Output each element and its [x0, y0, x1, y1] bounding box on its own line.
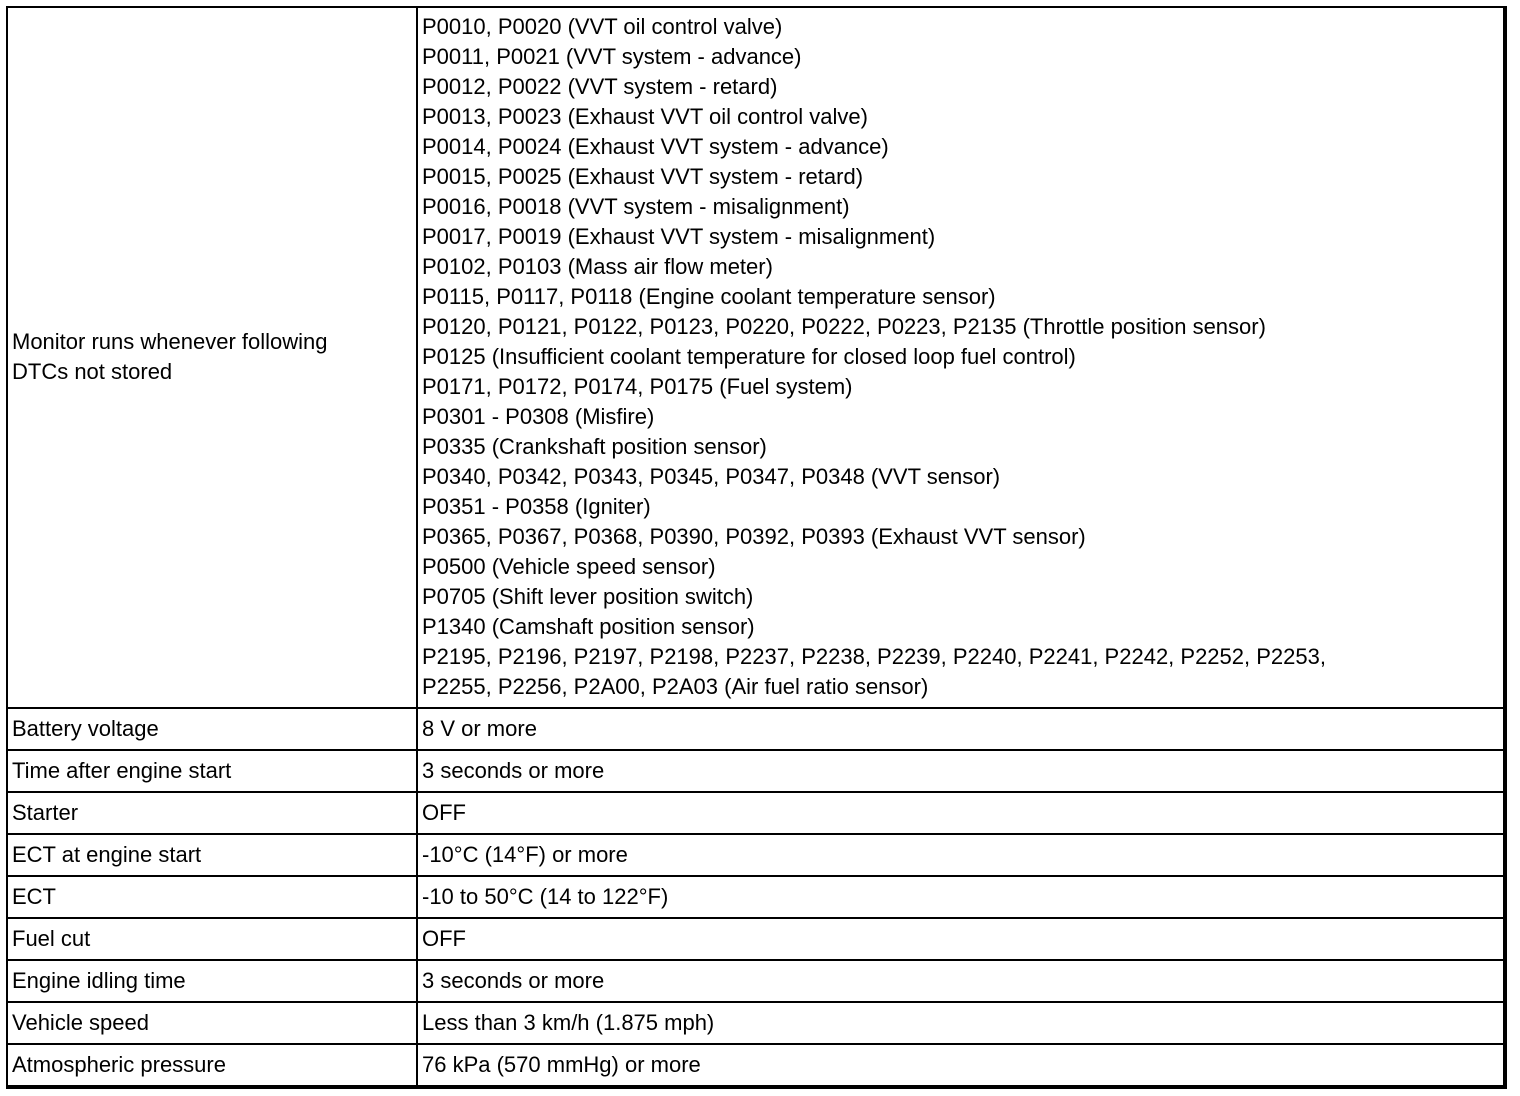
- conditions-table-frame: [6, 6, 1507, 1089]
- table-row: [8, 1044, 1503, 1085]
- condition-label: ECT at engine start: [8, 834, 417, 876]
- dtc-list: [422, 12, 1497, 702]
- table-row-dtc-conditions: [8, 8, 1503, 708]
- dtc-list-item: P2195, P2196, P2197, P2198, P2237, P2238, P2239, P2240, P2241, P2242, P2252, P2253,: [422, 644, 1326, 670]
- condition-label-line: Monitor runs whenever following: [12, 329, 328, 355]
- dtc-list-item: P0301 - P0308 (Misfire): [422, 404, 655, 430]
- table-row: [8, 792, 1503, 834]
- dtc-list-item: P0500 (Vehicle speed sensor): [422, 554, 716, 580]
- condition-value: -10°C (14°F) or more: [417, 834, 1503, 876]
- table-row: [8, 1002, 1503, 1044]
- dtc-list-cell: [417, 8, 1503, 708]
- table-row: [8, 750, 1503, 792]
- dtc-list-item: P0012, P0022 (VVT system - retard): [422, 74, 778, 100]
- condition-label: Battery voltage: [8, 708, 417, 750]
- condition-value: OFF: [417, 792, 1503, 834]
- condition-value: 8 V or more: [417, 708, 1503, 750]
- dtc-list-item: P0017, P0019 (Exhaust VVT system - misalignment): [422, 224, 936, 250]
- table-row: [8, 834, 1503, 876]
- condition-label: ECT: [8, 876, 417, 918]
- monitor-conditions-table: [8, 8, 1503, 1085]
- dtc-list-item: P0365, P0367, P0368, P0390, P0392, P0393 (Exhaust VVT sensor): [422, 524, 1086, 550]
- table-row: [8, 876, 1503, 918]
- table-row: [8, 960, 1503, 1002]
- condition-label-line: DTCs not stored: [12, 359, 173, 385]
- condition-label: Starter: [8, 792, 417, 834]
- dtc-list-item: P0016, P0018 (VVT system - misalignment): [422, 194, 850, 220]
- condition-value: Less than 3 km/h (1.875 mph): [417, 1002, 1503, 1044]
- dtc-list-item: P0010, P0020 (VVT oil control valve): [422, 14, 783, 40]
- dtc-list-item: P1340 (Camshaft position sensor): [422, 614, 755, 640]
- condition-label: Fuel cut: [8, 918, 417, 960]
- dtc-list-item: P0335 (Crankshaft position sensor): [422, 434, 767, 460]
- dtc-list-item: P2255, P2256, P2A00, P2A03 (Air fuel ratio sensor): [422, 674, 929, 700]
- condition-label: [8, 8, 417, 708]
- dtc-list-item: P0705 (Shift lever position switch): [422, 584, 754, 610]
- dtc-list-item: P0115, P0117, P0118 (Engine coolant temperature sensor): [422, 284, 996, 310]
- condition-label: Engine idling time: [8, 960, 417, 1002]
- dtc-list-item: P0340, P0342, P0343, P0345, P0347, P0348 (VVT sensor): [422, 464, 1001, 490]
- dtc-list-item: P0102, P0103 (Mass air flow meter): [422, 254, 773, 280]
- condition-label: Atmospheric pressure: [8, 1044, 417, 1085]
- condition-value: 3 seconds or more: [417, 750, 1503, 792]
- table-row: [8, 918, 1503, 960]
- condition-value: 76 kPa (570 mmHg) or more: [417, 1044, 1503, 1085]
- dtc-list-item: P0351 - P0358 (Igniter): [422, 494, 651, 520]
- table-row: [8, 708, 1503, 750]
- condition-label: Time after engine start: [8, 750, 417, 792]
- dtc-list-item: P0014, P0024 (Exhaust VVT system - advance): [422, 134, 889, 160]
- condition-value: -10 to 50°C (14 to 122°F): [417, 876, 1503, 918]
- dtc-list-item: P0013, P0023 (Exhaust VVT oil control valve): [422, 104, 868, 130]
- condition-value: 3 seconds or more: [417, 960, 1503, 1002]
- dtc-list-item: P0125 (Insufficient coolant temperature for closed loop fuel control): [422, 344, 1076, 370]
- condition-value: OFF: [417, 918, 1503, 960]
- dtc-list-item: P0015, P0025 (Exhaust VVT system - retard): [422, 164, 864, 190]
- dtc-list-item: P0011, P0021 (VVT system - advance): [422, 44, 802, 70]
- dtc-list-item: P0120, P0121, P0122, P0123, P0220, P0222, P0223, P2135 (Throttle position sensor): [422, 314, 1266, 340]
- dtc-list-item: P0171, P0172, P0174, P0175 (Fuel system): [422, 374, 853, 400]
- condition-label: Vehicle speed: [8, 1002, 417, 1044]
